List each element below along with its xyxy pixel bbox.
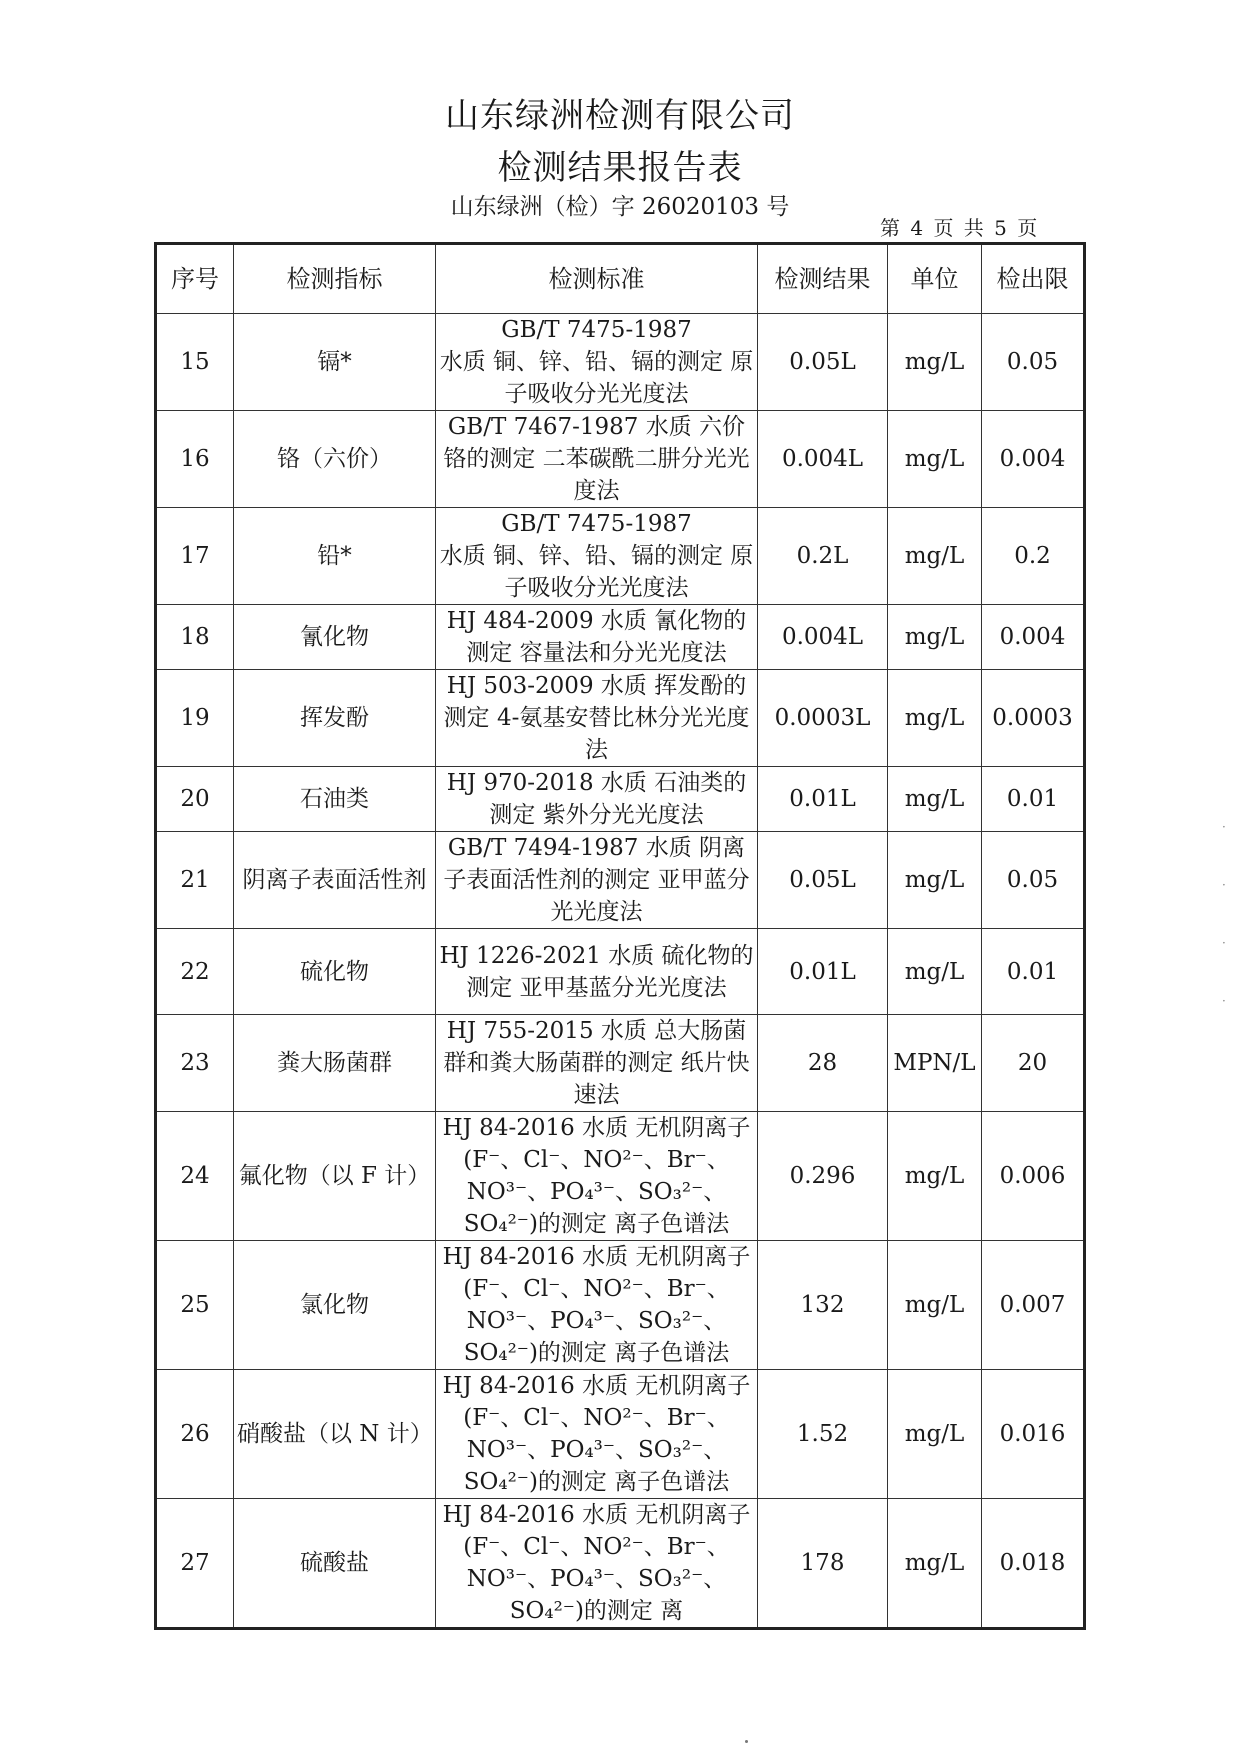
col-header-unit: 单位 (888, 244, 982, 314)
cell-limit: 0.004 (982, 411, 1085, 508)
cell-standard: HJ 84-2016 水质 无机阴离子(F⁻、Cl⁻、NO²⁻、Br⁻、NO³⁻、PO₄³⁻、SO₃²⁻、SO₄²⁻)的测定 离子色谱法 (436, 1370, 758, 1499)
cell-result: 0.05L (758, 314, 888, 411)
cell-no: 24 (156, 1112, 234, 1241)
cell-unit: mg/L (888, 1370, 982, 1499)
cell-result: 132 (758, 1241, 888, 1370)
cell-no: 19 (156, 670, 234, 767)
cell-item: 石油类 (234, 767, 436, 832)
page-indicator: 第 4 页 共 5 页 (880, 216, 1038, 240)
cell-unit: mg/L (888, 605, 982, 670)
cell-result: 0.01L (758, 767, 888, 832)
cell-standard: HJ 1226-2021 水质 硫化物的测定 亚甲基蓝分光光度法 (436, 929, 758, 1015)
table-row (156, 1499, 1085, 1629)
cell-unit: mg/L (888, 1241, 982, 1370)
cell-no: 18 (156, 605, 234, 670)
cell-result: 0.0003L (758, 670, 888, 767)
cell-limit: 0.0003 (982, 670, 1085, 767)
cell-standard: HJ 503-2009 水质 挥发酚的测定 4-氨基安替比林分光光度法 (436, 670, 758, 767)
cell-limit: 0.05 (982, 314, 1085, 411)
cell-item: 氯化物 (234, 1241, 436, 1370)
col-header-limit: 检出限 (982, 244, 1085, 314)
table-row (156, 832, 1085, 929)
cell-item: 镉* (234, 314, 436, 411)
cell-standard: GB/T 7475-1987 水质 铜、锌、铅、镉的测定 原子吸收分光光度法 (436, 314, 758, 411)
cell-unit: mg/L (888, 1499, 982, 1629)
report-title: 检测结果报告表 (497, 148, 743, 188)
table-row (156, 605, 1085, 670)
company-name: 山东绿洲检测有限公司 (445, 96, 795, 136)
cell-no: 16 (156, 411, 234, 508)
cell-item: 硝酸盐（以 N 计） (234, 1370, 436, 1499)
cell-unit: mg/L (888, 411, 982, 508)
table-row (156, 411, 1085, 508)
cell-result: 178 (758, 1499, 888, 1629)
cell-standard: HJ 755-2015 水质 总大肠菌群和粪大肠菌群的测定 纸片快速法 (436, 1015, 758, 1112)
cell-limit: 0.01 (982, 929, 1085, 1015)
table-row (156, 929, 1085, 1015)
table-row (156, 1241, 1085, 1370)
margin-mark: · (1222, 936, 1226, 950)
cell-no: 17 (156, 508, 234, 605)
cell-result: 0.05L (758, 832, 888, 929)
cell-standard: HJ 484-2009 水质 氰化物的测定 容量法和分光光度法 (436, 605, 758, 670)
cell-no: 25 (156, 1241, 234, 1370)
table-row (156, 767, 1085, 832)
cell-no: 20 (156, 767, 234, 832)
cell-item: 硫化物 (234, 929, 436, 1015)
cell-result: 0.004L (758, 411, 888, 508)
cell-unit: mg/L (888, 929, 982, 1015)
cell-standard: HJ 84-2016 水质 无机阴离子(F⁻、Cl⁻、NO²⁻、Br⁻、NO³⁻、PO₄³⁻、SO₃²⁻、SO₄²⁻)的测定 离 (436, 1499, 758, 1629)
cell-item: 粪大肠菌群 (234, 1015, 436, 1112)
cell-limit: 0.016 (982, 1370, 1085, 1499)
col-header-no: 序号 (156, 244, 234, 314)
cell-standard: GB/T 7494-1987 水质 阴离子表面活性剂的测定 亚甲蓝分光光度法 (436, 832, 758, 929)
cell-unit: mg/L (888, 832, 982, 929)
table-row (156, 508, 1085, 605)
margin-marks (1222, 820, 1236, 1052)
cell-result: 28 (758, 1015, 888, 1112)
table-row (156, 1370, 1085, 1499)
col-header-item: 检测指标 (234, 244, 436, 314)
col-header-result: 检测结果 (758, 244, 888, 314)
cell-no: 15 (156, 314, 234, 411)
cell-limit: 0.007 (982, 1241, 1085, 1370)
cell-result: 1.52 (758, 1370, 888, 1499)
table-header-row (156, 244, 1085, 314)
table-row (156, 1015, 1085, 1112)
scan-dot (745, 1740, 748, 1743)
margin-mark: · (1222, 820, 1226, 834)
table-row (156, 314, 1085, 411)
cell-item: 阴离子表面活性剂 (234, 832, 436, 929)
cell-limit: 0.004 (982, 605, 1085, 670)
cell-item: 挥发酚 (234, 670, 436, 767)
cell-limit: 0.05 (982, 832, 1085, 929)
cell-unit: mg/L (888, 767, 982, 832)
cell-standard: HJ 84-2016 水质 无机阴离子(F⁻、Cl⁻、NO²⁻、Br⁻、NO³⁻、PO₄³⁻、SO₃²⁻、SO₄²⁻)的测定 离子色谱法 (436, 1112, 758, 1241)
margin-mark: · (1222, 994, 1226, 1008)
cell-unit: mg/L (888, 508, 982, 605)
report-number: 山东绿洲（检）字 26020103 号 (450, 194, 790, 220)
cell-result: 0.004L (758, 605, 888, 670)
cell-unit: MPN/L (888, 1015, 982, 1112)
cell-no: 22 (156, 929, 234, 1015)
cell-unit: mg/L (888, 670, 982, 767)
cell-result: 0.296 (758, 1112, 888, 1241)
cell-item: 氰化物 (234, 605, 436, 670)
cell-no: 23 (156, 1015, 234, 1112)
col-header-standard: 检测标准 (436, 244, 758, 314)
cell-result: 0.2L (758, 508, 888, 605)
cell-result: 0.01L (758, 929, 888, 1015)
cell-limit: 0.2 (982, 508, 1085, 605)
cell-unit: mg/L (888, 1112, 982, 1241)
results-table (154, 242, 1086, 1630)
cell-standard: HJ 84-2016 水质 无机阴离子(F⁻、Cl⁻、NO²⁻、Br⁻、NO³⁻、PO₄³⁻、SO₃²⁻、SO₄²⁻)的测定 离子色谱法 (436, 1241, 758, 1370)
table-row (156, 1112, 1085, 1241)
cell-standard: GB/T 7475-1987 水质 铜、锌、铅、镉的测定 原子吸收分光光度法 (436, 508, 758, 605)
cell-no: 27 (156, 1499, 234, 1629)
table-row (156, 670, 1085, 767)
cell-item: 氟化物（以 F 计） (234, 1112, 436, 1241)
cell-item: 硫酸盐 (234, 1499, 436, 1629)
cell-unit: mg/L (888, 314, 982, 411)
margin-mark: · (1222, 878, 1226, 892)
cell-standard: GB/T 7467-1987 水质 六价铬的测定 二苯碳酰二肼分光光度法 (436, 411, 758, 508)
cell-limit: 0.006 (982, 1112, 1085, 1241)
cell-item: 铬（六价） (234, 411, 436, 508)
cell-item: 铅* (234, 508, 436, 605)
cell-standard: HJ 970-2018 水质 石油类的测定 紫外分光光度法 (436, 767, 758, 832)
cell-limit: 0.01 (982, 767, 1085, 832)
cell-limit: 0.018 (982, 1499, 1085, 1629)
cell-limit: 20 (982, 1015, 1085, 1112)
cell-no: 26 (156, 1370, 234, 1499)
cell-no: 21 (156, 832, 234, 929)
